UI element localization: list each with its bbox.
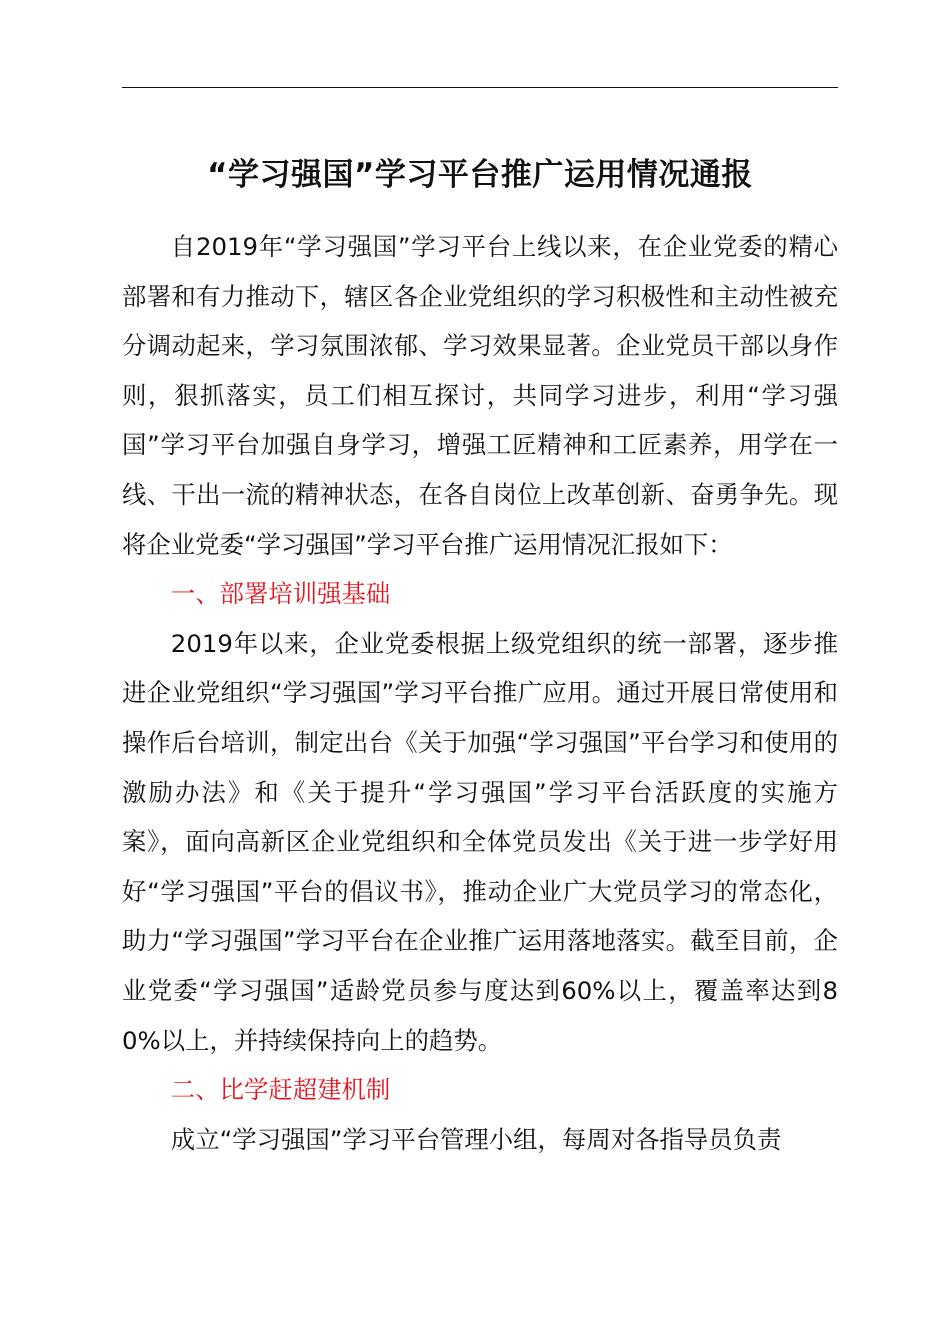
document-title: “学习强国”学习平台推广运用情况通报 [207,157,753,193]
section-heading-1: 一、部署培训强基础 [170,579,391,609]
intro-paragraph: 自2019年“学习强国”学习平台上线以来，在企业党委的精心部署和有力推动下，辖区各企业党组织的学习积极性和主动性被充分调动起来，学习氛围浓郁、学习效果显著。企业党员干部以身作则，狠抓落实，员工们相互探讨，共同学习进步，利用“学习强国”学习平台加强自身学习，增强工匠精神和工匠素养，用学在一线、干出一流的精神状态，在各自岗位上改革创新、奋勇争先。现将企业党委“学习强国”学习平台推广运用情况汇报如下： [122,232,838,559]
header-rule [122,87,838,88]
section-2-paragraph: 成立“学习强国”学习平台管理小组，每周对各指导员负责 [170,1124,782,1154]
document-body [122,222,838,1164]
section-1-paragraph: 2019年以来，企业党委根据上级党组织的统一部署，逐步推进企业党组织“学习强国”学习平台推广应用。通过开展日常使用和操作后台培训，制定出台《关于加强“学习强国”平台学习和使用的激励办法》和《关于提升“学习强国”学习平台活跃度的实施方案》，面向高新区企业党组织和全体党员发出《关于进一步学好用好“学习强国”平台的倡议书》，推动企业广大党员学习的常态化，助力“学习强国”学习平台在企业推广运用落地落实。截至目前，企业党委“学习强国”适龄党员参与度达到60%以上，覆盖率达到80%以上，并持续保持向上的趋势。 [122,628,838,1055]
section-heading-2: 二、比学赶超建机制 [170,1075,391,1105]
